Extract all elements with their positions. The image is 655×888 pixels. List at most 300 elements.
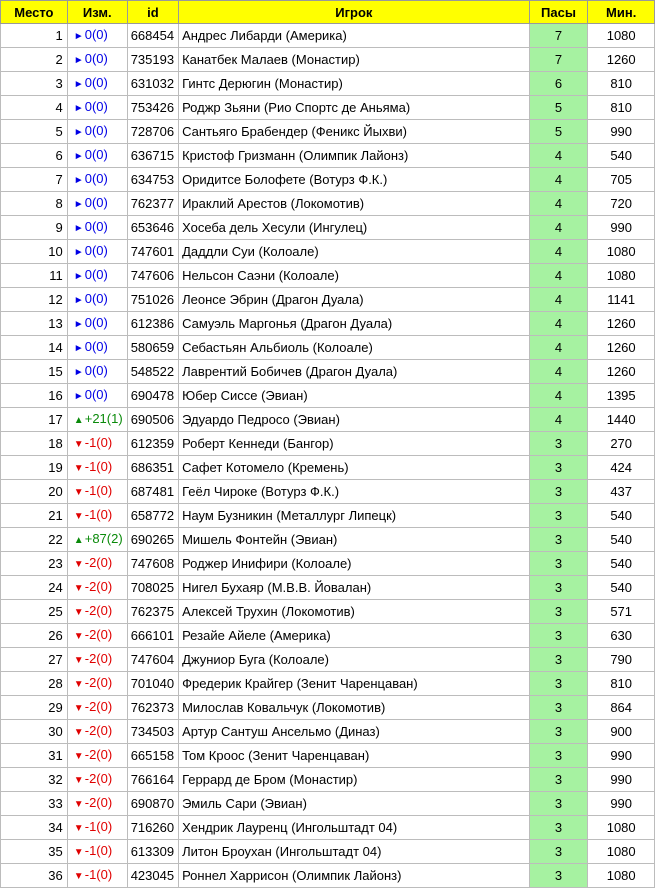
cell-id[interactable]: 690506 [127,408,178,432]
cell-id[interactable]: 631032 [127,72,178,96]
cell-rank[interactable]: 26 [1,624,68,648]
change-value: -2(0) [84,795,113,810]
cell-change[interactable] [67,624,127,648]
cell-change[interactable] [67,384,127,408]
cell-minutes[interactable]: 1080 [588,840,655,864]
cell-player[interactable]: Нигел Бухаяр (М.В.В. Йовалан) [179,576,530,600]
cell-player[interactable]: Резайе Айеле (Америка) [179,624,530,648]
cell-minutes[interactable]: 1080 [588,816,655,840]
cell-player[interactable]: Андрес Либарди (Америка) [179,24,530,48]
cell-change[interactable] [67,552,127,576]
cell-id[interactable]: 747608 [127,552,178,576]
change-down-arrow-icon: ▼ [73,583,84,594]
cell-rank[interactable]: 33 [1,792,68,816]
cell-passes[interactable]: 3 [529,816,588,840]
cell-rank[interactable]: 32 [1,768,68,792]
table-row[interactable] [1,432,655,456]
cell-passes[interactable]: 4 [529,264,588,288]
cell-minutes[interactable]: 437 [588,480,655,504]
change-value: -1(0) [84,507,113,522]
change-value: 0(0) [84,315,108,330]
table-row[interactable] [1,336,655,360]
cell-passes[interactable]: 3 [529,864,588,888]
header-change[interactable]: Изм. [67,1,127,24]
cell-change[interactable] [67,216,127,240]
cell-player[interactable]: Эмиль Сари (Эвиан) [179,792,530,816]
cell-id[interactable]: 423045 [127,864,178,888]
table-row[interactable] [1,456,655,480]
change-down-arrow-icon: ▼ [73,511,84,522]
cell-change[interactable] [67,792,127,816]
cell-id[interactable]: 653646 [127,216,178,240]
table-row[interactable] [1,792,655,816]
cell-minutes[interactable]: 1395 [588,384,655,408]
cell-player[interactable]: Сантьяго Брабендер (Феникс Йыхви) [179,120,530,144]
change-right-arrow-icon: ► [73,151,84,162]
table-row[interactable] [1,264,655,288]
cell-id[interactable]: 762373 [127,696,178,720]
cell-minutes[interactable]: 1080 [588,264,655,288]
cell-rank[interactable]: 21 [1,504,68,528]
cell-passes[interactable]: 4 [529,408,588,432]
change-value: 0(0) [84,51,108,66]
cell-change[interactable] [67,288,127,312]
cell-minutes[interactable]: 424 [588,456,655,480]
cell-change[interactable] [67,744,127,768]
change-right-arrow-icon: ► [73,175,84,186]
change-value: -2(0) [84,603,113,618]
cell-passes[interactable]: 3 [529,600,588,624]
change-down-arrow-icon: ▼ [73,631,84,642]
cell-minutes[interactable]: 1260 [588,312,655,336]
cell-minutes[interactable]: 810 [588,96,655,120]
cell-rank[interactable]: 1 [1,24,68,48]
cell-player[interactable]: Ираклий Арестов (Локомотив) [179,192,530,216]
cell-minutes[interactable]: 1141 [588,288,655,312]
table-row[interactable] [1,216,655,240]
change-value: 0(0) [84,171,108,186]
cell-minutes[interactable]: 990 [588,744,655,768]
cell-rank[interactable]: 15 [1,360,68,384]
table-row[interactable] [1,144,655,168]
table-row[interactable] [1,240,655,264]
cell-id[interactable]: 690265 [127,528,178,552]
cell-passes[interactable]: 3 [529,672,588,696]
cell-player[interactable]: Джуниор Буга (Колоале) [179,648,530,672]
cell-passes[interactable]: 3 [529,696,588,720]
cell-player[interactable]: Роннел Харрисон (Олимпик Лайонз) [179,864,530,888]
cell-rank[interactable]: 24 [1,576,68,600]
cell-minutes[interactable]: 790 [588,648,655,672]
cell-id[interactable]: 734503 [127,720,178,744]
cell-id[interactable]: 658772 [127,504,178,528]
cell-change[interactable] [67,168,127,192]
cell-change[interactable] [67,768,127,792]
change-up-arrow-icon: ▲ [73,415,84,426]
cell-id[interactable]: 708025 [127,576,178,600]
cell-player[interactable]: Алексей Трухин (Локомотив) [179,600,530,624]
cell-passes[interactable]: 7 [529,24,588,48]
table-row[interactable] [1,576,655,600]
cell-passes[interactable]: 4 [529,360,588,384]
change-right-arrow-icon: ► [73,295,84,306]
cell-minutes[interactable]: 1260 [588,48,655,72]
cell-id[interactable]: 580659 [127,336,178,360]
cell-change[interactable] [67,456,127,480]
cell-id[interactable]: 687481 [127,480,178,504]
table-row[interactable] [1,96,655,120]
cell-change[interactable] [67,312,127,336]
cell-passes[interactable]: 3 [529,432,588,456]
cell-id[interactable]: 716260 [127,816,178,840]
cell-player[interactable]: Милослав Ковальчук (Локомотив) [179,696,530,720]
table-body [1,24,655,888]
cell-change[interactable] [67,600,127,624]
cell-rank[interactable]: 3 [1,72,68,96]
cell-id[interactable]: 747606 [127,264,178,288]
cell-id[interactable]: 690478 [127,384,178,408]
change-value: 0(0) [84,339,108,354]
table-row[interactable] [1,600,655,624]
cell-minutes[interactable]: 705 [588,168,655,192]
cell-player[interactable]: Литон Броухан (Ингольштадт 04) [179,840,530,864]
table-row[interactable] [1,24,655,48]
cell-id[interactable]: 751026 [127,288,178,312]
cell-rank[interactable]: 31 [1,744,68,768]
table-row[interactable] [1,624,655,648]
cell-id[interactable]: 668454 [127,24,178,48]
cell-rank[interactable]: 18 [1,432,68,456]
cell-player[interactable]: Артур Сантуш Ансельмо (Диназ) [179,720,530,744]
cell-id[interactable]: 686351 [127,456,178,480]
cell-passes[interactable]: 3 [529,576,588,600]
cell-id[interactable]: 735193 [127,48,178,72]
cell-minutes[interactable]: 1080 [588,24,655,48]
table-row[interactable] [1,864,655,888]
cell-rank[interactable]: 25 [1,600,68,624]
cell-change[interactable] [67,864,127,888]
change-right-arrow-icon: ► [73,391,84,402]
cell-change[interactable] [67,240,127,264]
cell-id[interactable]: 753426 [127,96,178,120]
table-row[interactable] [1,672,655,696]
cell-rank[interactable]: 8 [1,192,68,216]
cell-change[interactable] [67,264,127,288]
table-row[interactable] [1,816,655,840]
cell-minutes[interactable]: 1260 [588,360,655,384]
cell-minutes[interactable]: 540 [588,552,655,576]
table-row[interactable] [1,504,655,528]
table-row[interactable] [1,720,655,744]
cell-change[interactable] [67,192,127,216]
cell-rank[interactable]: 6 [1,144,68,168]
table-row[interactable] [1,360,655,384]
cell-minutes[interactable]: 1080 [588,864,655,888]
cell-rank[interactable]: 35 [1,840,68,864]
table-row[interactable] [1,552,655,576]
cell-id[interactable]: 747604 [127,648,178,672]
cell-minutes[interactable]: 990 [588,792,655,816]
change-down-arrow-icon: ▼ [73,679,84,690]
header-passes[interactable]: Пасы [529,1,588,24]
cell-change[interactable] [67,24,127,48]
table-row[interactable] [1,840,655,864]
cell-passes[interactable]: 4 [529,336,588,360]
cell-minutes[interactable]: 810 [588,72,655,96]
cell-player[interactable]: Нельсон Саэни (Колоале) [179,264,530,288]
change-value: -1(0) [84,459,113,474]
cell-change[interactable] [67,72,127,96]
cell-rank[interactable]: 29 [1,696,68,720]
table-row[interactable] [1,648,655,672]
cell-player[interactable]: Том Кроос (Зенит Чаренцаван) [179,744,530,768]
cell-minutes[interactable]: 540 [588,528,655,552]
cell-minutes[interactable]: 990 [588,120,655,144]
table-row[interactable] [1,696,655,720]
cell-passes[interactable]: 4 [529,288,588,312]
cell-change[interactable] [67,48,127,72]
table-row[interactable] [1,72,655,96]
cell-change[interactable] [67,360,127,384]
cell-passes[interactable]: 3 [529,648,588,672]
cell-change[interactable] [67,144,127,168]
cell-rank[interactable]: 14 [1,336,68,360]
cell-change[interactable] [67,120,127,144]
cell-change[interactable] [67,432,127,456]
cell-rank[interactable]: 30 [1,720,68,744]
cell-passes[interactable]: 3 [529,720,588,744]
change-down-arrow-icon: ▼ [73,559,84,570]
cell-id[interactable]: 701040 [127,672,178,696]
cell-minutes[interactable]: 540 [588,144,655,168]
table-row[interactable] [1,312,655,336]
change-down-arrow-icon: ▼ [73,727,84,738]
cell-player[interactable]: Фредерик Крайгер (Зенит Чаренцаван) [179,672,530,696]
cell-rank[interactable]: 20 [1,480,68,504]
cell-id[interactable]: 612386 [127,312,178,336]
change-value: -2(0) [84,627,113,642]
cell-player[interactable]: Гинтс Дерюгин (Монастир) [179,72,530,96]
cell-rank[interactable]: 34 [1,816,68,840]
cell-player[interactable]: Роджр Зьяни (Рио Спортс де Аньяма) [179,96,530,120]
cell-passes[interactable]: 7 [529,48,588,72]
header-rank[interactable]: Место [1,1,68,24]
cell-minutes[interactable]: 1080 [588,240,655,264]
table-row[interactable] [1,768,655,792]
cell-player[interactable]: Канатбек Малаев (Монастир) [179,48,530,72]
change-value: -1(0) [84,867,113,882]
cell-passes[interactable]: 3 [529,744,588,768]
change-value: -2(0) [84,699,113,714]
header-id[interactable]: id [127,1,178,24]
cell-change[interactable] [67,96,127,120]
cell-player[interactable]: Хендрик Лауренц (Ингольштадт 04) [179,816,530,840]
change-value: -2(0) [84,675,113,690]
change-right-arrow-icon: ► [73,79,84,90]
cell-passes[interactable]: 5 [529,120,588,144]
header-minutes[interactable]: Мин. [588,1,655,24]
cell-rank[interactable]: 16 [1,384,68,408]
cell-id[interactable]: 666101 [127,624,178,648]
cell-passes[interactable]: 4 [529,192,588,216]
table-row[interactable] [1,744,655,768]
change-value: 0(0) [84,267,108,282]
table-row[interactable] [1,120,655,144]
cell-minutes[interactable]: 270 [588,432,655,456]
change-value: 0(0) [84,387,108,402]
cell-passes[interactable]: 3 [529,504,588,528]
cell-passes[interactable]: 3 [529,456,588,480]
cell-passes[interactable]: 4 [529,144,588,168]
cell-passes[interactable]: 6 [529,72,588,96]
cell-passes[interactable]: 5 [529,96,588,120]
cell-change[interactable] [67,480,127,504]
cell-minutes[interactable]: 630 [588,624,655,648]
cell-player[interactable]: Самуэль Маргонья (Драгон Дуала) [179,312,530,336]
table-row[interactable] [1,528,655,552]
cell-change[interactable] [67,576,127,600]
cell-player[interactable]: Юбер Сиссе (Эвиан) [179,384,530,408]
cell-change[interactable] [67,672,127,696]
table-row[interactable] [1,288,655,312]
change-right-arrow-icon: ► [73,367,84,378]
cell-minutes[interactable]: 571 [588,600,655,624]
cell-id[interactable]: 747601 [127,240,178,264]
cell-id[interactable]: 728706 [127,120,178,144]
change-value: -1(0) [84,435,113,450]
cell-player[interactable]: Наум Бузникин (Металлург Липецк) [179,504,530,528]
cell-minutes[interactable]: 540 [588,576,655,600]
cell-rank[interactable]: 28 [1,672,68,696]
change-down-arrow-icon: ▼ [73,799,84,810]
table-row[interactable] [1,480,655,504]
change-right-arrow-icon: ► [73,271,84,282]
cell-id[interactable]: 613309 [127,840,178,864]
cell-change[interactable] [67,504,127,528]
cell-passes[interactable]: 3 [529,528,588,552]
cell-minutes[interactable]: 864 [588,696,655,720]
cell-player[interactable]: Хосеба дель Хесули (Ингулец) [179,216,530,240]
cell-passes[interactable]: 3 [529,768,588,792]
cell-id[interactable]: 634753 [127,168,178,192]
cell-player[interactable]: Роберт Кеннеди (Бангор) [179,432,530,456]
change-right-arrow-icon: ► [73,343,84,354]
cell-player[interactable]: Оридитсе Болофете (Вотурз Ф.К.) [179,168,530,192]
cell-rank[interactable]: 2 [1,48,68,72]
cell-id[interactable]: 762375 [127,600,178,624]
change-value: 0(0) [84,291,108,306]
cell-change[interactable] [67,528,127,552]
change-value: -2(0) [84,747,113,762]
cell-passes[interactable]: 3 [529,552,588,576]
cell-change[interactable] [67,696,127,720]
cell-id[interactable]: 690870 [127,792,178,816]
change-right-arrow-icon: ► [73,199,84,210]
change-right-arrow-icon: ► [73,103,84,114]
cell-passes[interactable]: 4 [529,216,588,240]
cell-rank[interactable]: 27 [1,648,68,672]
cell-minutes[interactable]: 540 [588,504,655,528]
change-value: 0(0) [84,123,108,138]
cell-id[interactable]: 766164 [127,768,178,792]
cell-id[interactable]: 612359 [127,432,178,456]
cell-passes[interactable]: 3 [529,792,588,816]
cell-minutes[interactable]: 1440 [588,408,655,432]
cell-change[interactable] [67,840,127,864]
cell-minutes[interactable]: 990 [588,768,655,792]
cell-rank[interactable]: 9 [1,216,68,240]
cell-rank[interactable]: 13 [1,312,68,336]
cell-player[interactable]: Лаврентий Бобичев (Драгон Дуала) [179,360,530,384]
cell-minutes[interactable]: 900 [588,720,655,744]
cell-passes[interactable]: 4 [529,168,588,192]
cell-rank[interactable]: 23 [1,552,68,576]
cell-player[interactable]: Себастьян Альбиоль (Колоале) [179,336,530,360]
cell-player[interactable]: Эдуардо Педросо (Эвиан) [179,408,530,432]
cell-passes[interactable]: 4 [529,384,588,408]
cell-minutes[interactable]: 720 [588,192,655,216]
change-value: 0(0) [84,363,108,378]
change-value: -2(0) [84,579,113,594]
cell-minutes[interactable]: 1260 [588,336,655,360]
cell-player[interactable]: Леонсе Эбрин (Драгон Дуала) [179,288,530,312]
cell-passes[interactable]: 3 [529,480,588,504]
cell-id[interactable]: 762377 [127,192,178,216]
table-row[interactable] [1,48,655,72]
cell-passes[interactable]: 3 [529,840,588,864]
change-down-arrow-icon: ▼ [73,703,84,714]
cell-minutes[interactable]: 810 [588,672,655,696]
cell-rank[interactable]: 12 [1,288,68,312]
cell-passes[interactable]: 4 [529,312,588,336]
cell-change[interactable] [67,336,127,360]
cell-player[interactable]: Сафет Котомело (Кремень) [179,456,530,480]
cell-rank[interactable]: 5 [1,120,68,144]
cell-player[interactable]: Мишель Фонтейн (Эвиан) [179,528,530,552]
cell-change[interactable] [67,720,127,744]
table-row[interactable] [1,168,655,192]
cell-minutes[interactable]: 990 [588,216,655,240]
change-value: 0(0) [84,27,108,42]
cell-id[interactable]: 548522 [127,360,178,384]
cell-player[interactable]: Геррард де Бром (Монастир) [179,768,530,792]
cell-rank[interactable]: 17 [1,408,68,432]
cell-rank[interactable]: 7 [1,168,68,192]
cell-player[interactable]: Кристоф Гризманн (Олимпик Лайонз) [179,144,530,168]
table-row[interactable] [1,408,655,432]
header-player[interactable]: Игрок [179,1,530,24]
cell-player[interactable]: Даддли Суи (Колоале) [179,240,530,264]
table-row[interactable] [1,384,655,408]
cell-rank[interactable]: 19 [1,456,68,480]
cell-player[interactable]: Геёл Чироке (Вотурз Ф.К.) [179,480,530,504]
cell-rank[interactable]: 36 [1,864,68,888]
cell-change[interactable] [67,408,127,432]
cell-rank[interactable]: 22 [1,528,68,552]
cell-rank[interactable]: 4 [1,96,68,120]
cell-change[interactable] [67,648,127,672]
cell-passes[interactable]: 3 [529,624,588,648]
cell-rank[interactable]: 10 [1,240,68,264]
cell-rank[interactable]: 11 [1,264,68,288]
cell-change[interactable] [67,816,127,840]
table-row[interactable] [1,192,655,216]
cell-player[interactable]: Роджер Инифири (Колоале) [179,552,530,576]
cell-id[interactable]: 636715 [127,144,178,168]
cell-passes[interactable]: 4 [529,240,588,264]
change-value: 0(0) [84,75,108,90]
cell-id[interactable]: 665158 [127,744,178,768]
